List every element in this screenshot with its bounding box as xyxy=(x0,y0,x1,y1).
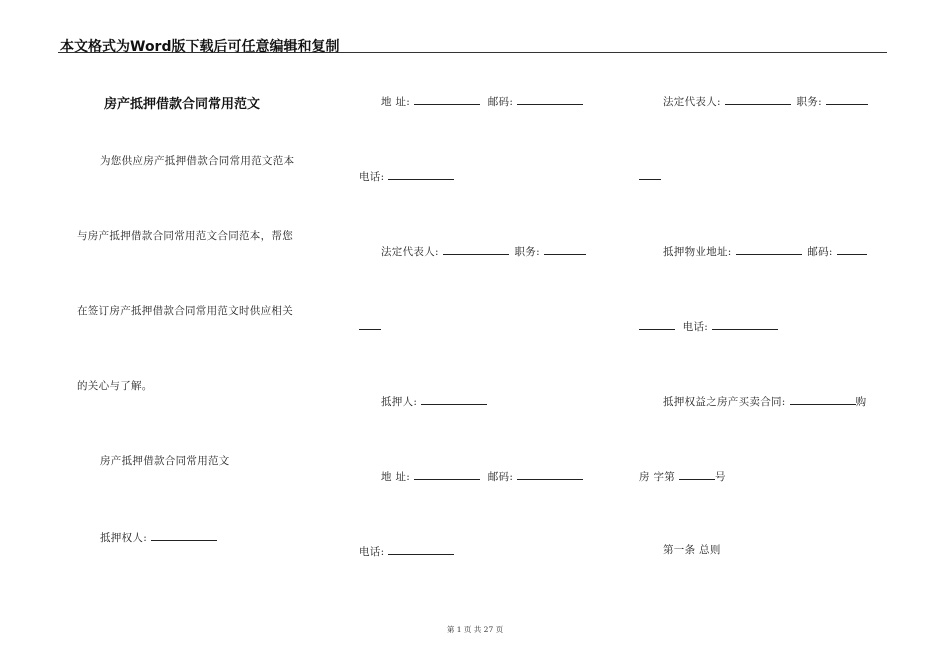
address-label: 地 址: xyxy=(381,96,411,108)
position-blank-continued xyxy=(359,318,381,330)
subtitle: 房产抵押借款合同常用范文 xyxy=(100,455,230,467)
mortgagor-row xyxy=(381,393,487,409)
intro-line-1: 为您供应房产抵押借款合同常用范文范本 xyxy=(100,155,295,167)
mortgagee-row xyxy=(100,529,217,545)
postcode-blank xyxy=(517,468,583,480)
position-blank xyxy=(544,243,586,255)
header-title: 本文格式为Word版下载后可任意编辑和复制 xyxy=(60,39,340,55)
mortgagee-blank xyxy=(151,529,217,541)
legal-rep-row-2 xyxy=(663,93,868,109)
legal-rep-label: 法定代表人: xyxy=(381,246,439,258)
house-no-suffix: 号 xyxy=(715,471,726,483)
position-label: 职务: xyxy=(796,96,822,108)
phone-label: 电话: xyxy=(359,171,385,183)
postcode-label: 邮码: xyxy=(487,471,514,483)
phone-blank xyxy=(388,168,454,180)
legal-rep-blank xyxy=(725,93,791,105)
phone-blank xyxy=(712,318,778,330)
phone-row-3 xyxy=(639,318,778,334)
phone-label: 电话: xyxy=(359,546,385,558)
position-blank xyxy=(826,93,868,105)
mortgagor-blank xyxy=(421,393,487,405)
postcode-blank-continued xyxy=(639,318,675,330)
contract-row xyxy=(663,393,866,409)
page-number: 第 1 页 共 27 页 xyxy=(446,625,504,634)
postcode-blank xyxy=(837,243,867,255)
phone-blank xyxy=(388,543,454,555)
phone-label: 电话: xyxy=(682,321,709,333)
postcode-blank xyxy=(517,93,583,105)
address-blank xyxy=(414,93,480,105)
intro-line-2: 与房产抵押借款合同常用范文合同范本，帮您 xyxy=(77,230,293,242)
legal-rep-label: 法定代表人: xyxy=(663,96,721,108)
intro-line-4: 的关心与了解。 xyxy=(77,380,153,392)
contract-suffix: 购 xyxy=(855,396,867,408)
phone-row-2 xyxy=(359,543,454,559)
position-continuation xyxy=(359,318,381,334)
property-address-label: 抵押物业地址: xyxy=(663,246,732,258)
position-continuation-2 xyxy=(639,168,661,184)
contract-label: 抵押权益之房产买卖合同: xyxy=(663,396,786,408)
address-blank xyxy=(414,468,480,480)
address-label: 地 址: xyxy=(381,471,411,483)
address-row-2 xyxy=(381,468,583,484)
house-no-blank xyxy=(679,468,715,480)
house-no-prefix: 房 字第 xyxy=(639,471,676,483)
position-label: 职务: xyxy=(514,246,540,258)
document-title: 房产抵押借款合同常用范文 xyxy=(104,97,261,112)
address-row-1 xyxy=(381,93,583,109)
header-divider xyxy=(58,52,887,53)
mortgagor-label: 抵押人: xyxy=(381,396,418,408)
mortgagee-label: 抵押权人: xyxy=(100,532,148,544)
house-no-row xyxy=(639,468,726,484)
position-blank-continued xyxy=(639,168,661,180)
property-address-blank xyxy=(736,243,802,255)
phone-row-1 xyxy=(359,168,454,184)
legal-rep-blank xyxy=(443,243,509,255)
property-address-row xyxy=(663,243,867,259)
intro-line-3: 在签订房产抵押借款合同常用范文时供应相关 xyxy=(77,305,293,317)
postcode-label: 邮码: xyxy=(487,96,514,108)
contract-blank xyxy=(790,393,856,405)
postcode-label: 邮码: xyxy=(807,246,833,258)
legal-rep-row xyxy=(381,243,586,259)
article-1-heading: 第一条 总则 xyxy=(663,544,721,556)
